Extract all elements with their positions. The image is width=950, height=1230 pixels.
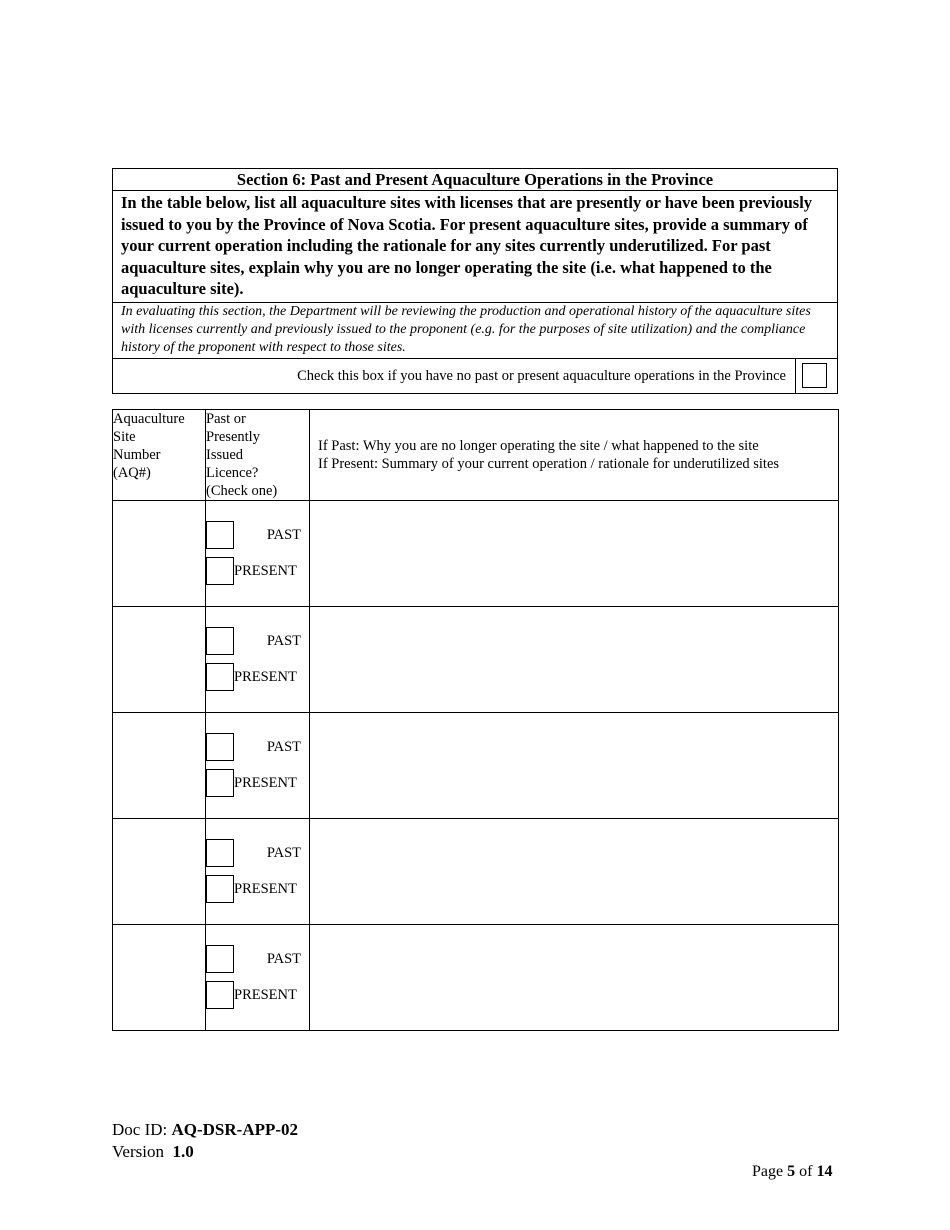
past-label: PAST [266,633,301,649]
licence-cell [206,819,310,925]
present-label: PRESENT [234,563,297,579]
present-checkbox[interactable] [206,663,234,691]
licence-cell [206,501,310,607]
no-operations-label: Check this box if you have no past or present aquaculture operations in the Province [297,367,786,384]
doc-id: Doc ID: AQ-DSR-APP-02 [112,1120,299,1139]
page-number: Page 5 of 14 [752,1163,833,1180]
table-row [113,607,839,713]
present-label: PRESENT [234,775,297,791]
licence-cell [206,925,310,1031]
section-title: Section 6: Past and Present Aquaculture Operations in the Province [113,169,837,191]
table-row [113,925,839,1031]
past-checkbox[interactable] [206,733,234,761]
table-row [113,819,839,925]
site-number-cell[interactable] [113,713,206,819]
section-instructions: In the table below, list all aquaculture sites with licenses that are presently or have been previously issued to you by the Province of Nova Scotia. For present aquaculture sites, provide a summary of your current operation including the rationale for any sites currently underutilized. For past aquaculture sites, explain why you are no longer operating the site (i.e. what happened to the aquaculture site). [113,191,837,303]
section-note: In evaluating this section, the Department will be reviewing the production and operational history of the aquaculture sites with licenses currently and previously issued to the proponent (e.g. for the purposes of site utilization) and the compliance history of the proponent with respect to those sites. [113,303,837,359]
summary-cell[interactable] [310,607,839,713]
present-checkbox[interactable] [206,769,234,797]
summary-cell[interactable] [310,819,839,925]
present-checkbox[interactable] [206,875,234,903]
table-header-row [113,410,839,501]
past-label: PAST [266,951,301,967]
past-label: PAST [266,845,301,861]
section-6-table [112,168,838,394]
table-row [113,501,839,607]
past-label: PAST [266,739,301,755]
header-site-number: Aquaculture Site Number (AQ#) [113,410,206,501]
site-number-cell[interactable] [113,607,206,713]
no-operations-cell [795,359,837,393]
past-checkbox[interactable] [206,627,234,655]
site-number-cell[interactable] [113,819,206,925]
table-row [113,713,839,819]
version: Version 1.0 [112,1142,194,1161]
licence-cell [206,607,310,713]
present-label: PRESENT [234,669,297,685]
summary-cell[interactable] [310,925,839,1031]
present-checkbox[interactable] [206,557,234,585]
no-operations-checkbox[interactable] [802,363,827,388]
present-checkbox[interactable] [206,981,234,1009]
header-licence: Past or Presently Issued Licence? (Check one) [206,410,310,501]
no-operations-row [113,359,837,393]
present-label: PRESENT [234,881,297,897]
site-number-cell[interactable] [113,501,206,607]
header-summary: If Past: Why you are no longer operating the site / what happened to the site If Present: Summary of your current operation / rationale for underutilized sites [310,410,839,501]
past-checkbox[interactable] [206,839,234,867]
summary-cell[interactable] [310,713,839,819]
past-label: PAST [266,527,301,543]
past-checkbox[interactable] [206,945,234,973]
summary-cell[interactable] [310,501,839,607]
licence-cell [206,713,310,819]
present-label: PRESENT [234,987,297,1003]
past-checkbox[interactable] [206,521,234,549]
operations-table [112,409,839,1031]
site-number-cell[interactable] [113,925,206,1031]
